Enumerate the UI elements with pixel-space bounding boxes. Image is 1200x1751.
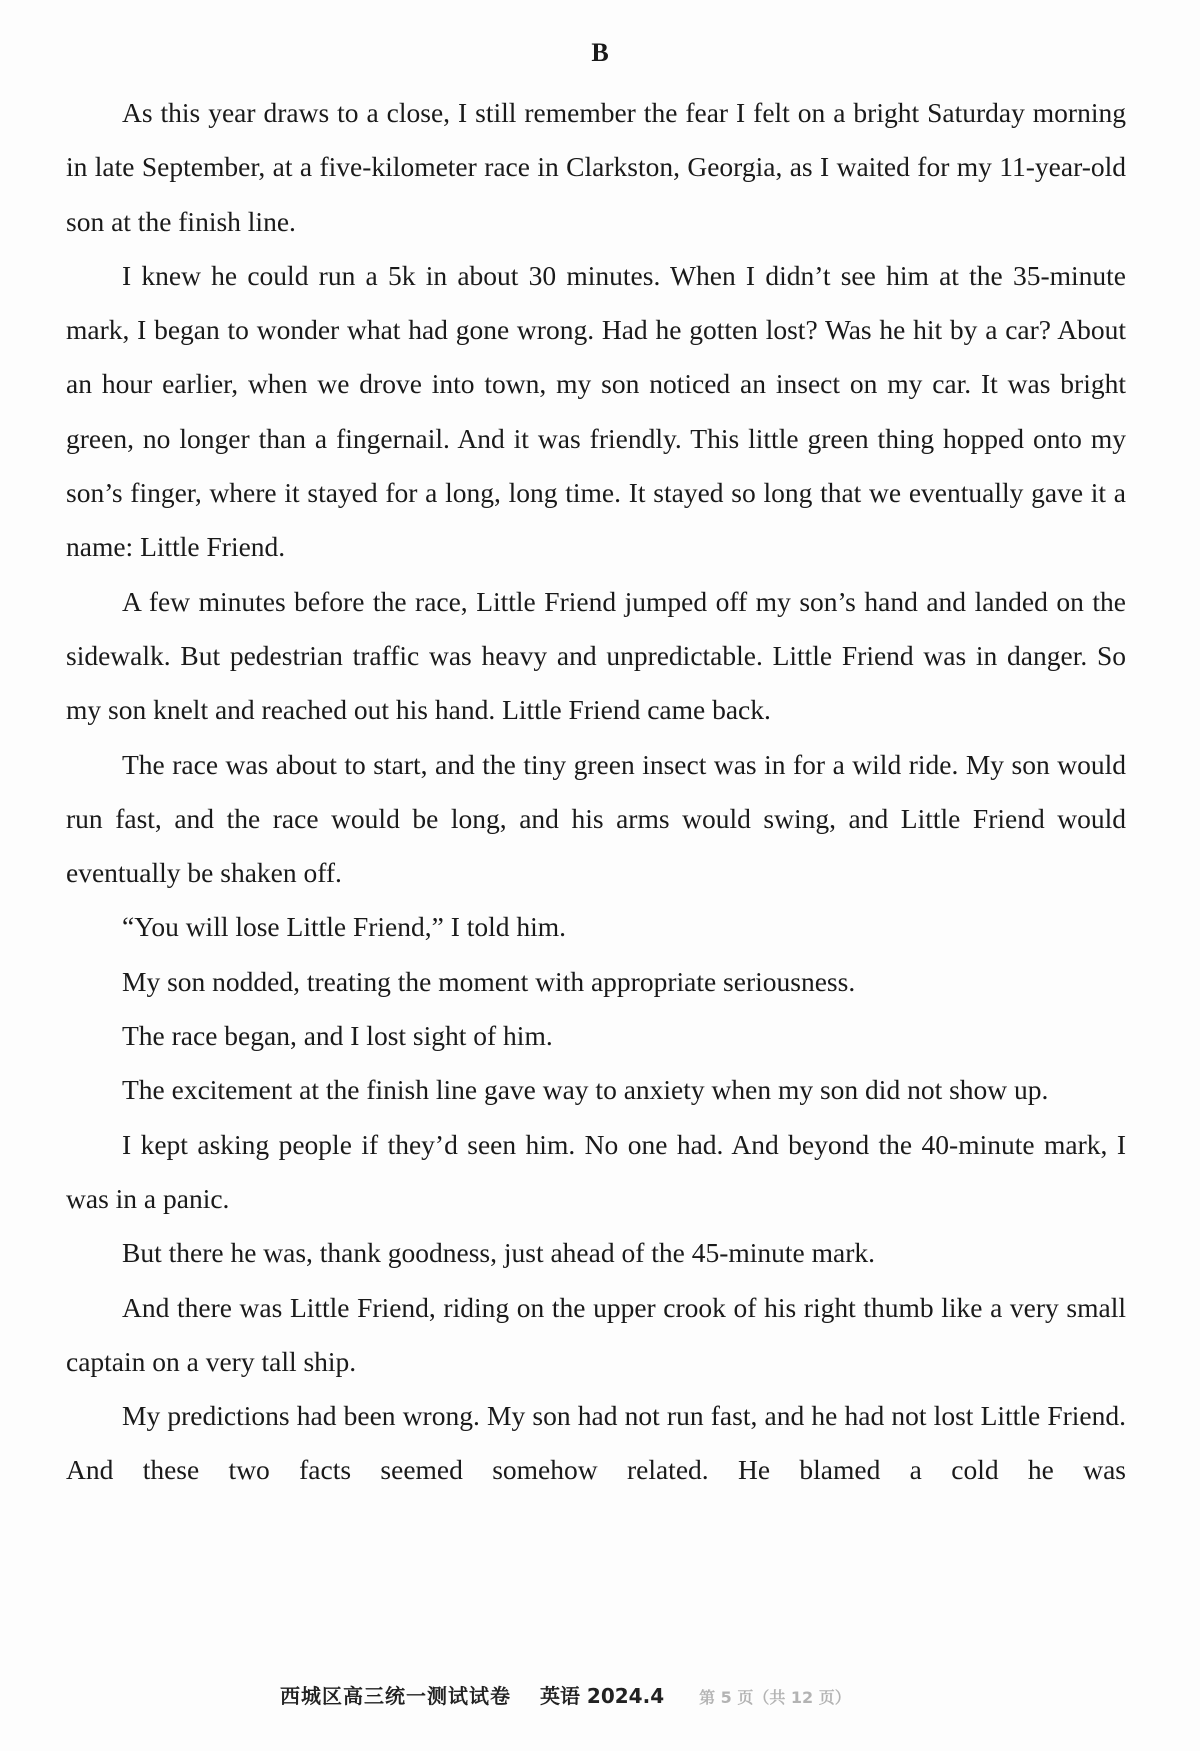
- page-number: 第 5 页（共 12 页）: [699, 1688, 851, 1707]
- paragraph-10: But there he was, thank goodness, just ahead of the 45-minute mark.: [122, 1237, 876, 1269]
- paragraph-11: And there was Little Friend, riding on the upper crook of his right thumb like a very small captain on a very tall ship.: [66, 1291, 1126, 1377]
- paragraph-4: The race was about to start, and the tiny green insect was in for a wild ride. My son would run fast, and the race would be long, and his arms would swing, and Little Friend would eventually be shaken off.: [66, 748, 1126, 889]
- page-footer: [280, 1680, 851, 1709]
- section-letter: B: [591, 38, 609, 67]
- paragraph-3: A few minutes before the race, Little Friend jumped off my son’s hand and landed on the sidewalk. But pedestrian traffic was heavy and unpredictable. Little Friend was in danger. So my son knelt and reached out his hand. Little Friend came back.: [66, 585, 1126, 726]
- paragraph-6: My son nodded, treating the moment with appropriate seriousness.: [122, 965, 856, 997]
- paragraph-7: The race began, and I lost sight of him.: [122, 1020, 553, 1052]
- paragraph-5: “You will lose Little Friend,” I told him.: [122, 911, 567, 943]
- paragraph-8: The excitement at the finish line gave way to anxiety when my son did not show up.: [122, 1074, 1049, 1106]
- reading-passage: [66, 86, 1126, 1498]
- paragraph-12: My predictions had been wrong. My son had not run fast, and he had not lost Little Friend. And these two facts seemed somehow related. He blamed a cold he was: [66, 1400, 1126, 1486]
- paragraph-1: As this year draws to a close, I still remember the fear I felt on a bright Saturday morning in late September, at a five-kilometer race in Clarkston, Georgia, as I waited for my 11-year-old son at the finish line.: [66, 97, 1126, 237]
- exam-title: 西城区高三统一测试试卷: [280, 1684, 511, 1708]
- subject-date: 英语 2024.4: [539, 1684, 665, 1708]
- paragraph-2: I knew he could run a 5k in about 30 minutes. When I didn’t see him at the 35-minute mark, I began to wonder what had gone wrong. Had he gotten lost? Was he hit by a car? About an hour earlier, when we drove into town, my son noticed an insect on my car. It was bright green, no longer than a fingernail. And it was friendly. This little green thing hopped onto my son’s finger, where it stayed for a long, long time. It stayed so long that we eventually gave it a name: Little Friend.: [66, 259, 1126, 563]
- paragraph-9: I kept asking people if they’d seen him. No one had. And beyond the 40-minute mark, I was in a panic.: [66, 1128, 1126, 1214]
